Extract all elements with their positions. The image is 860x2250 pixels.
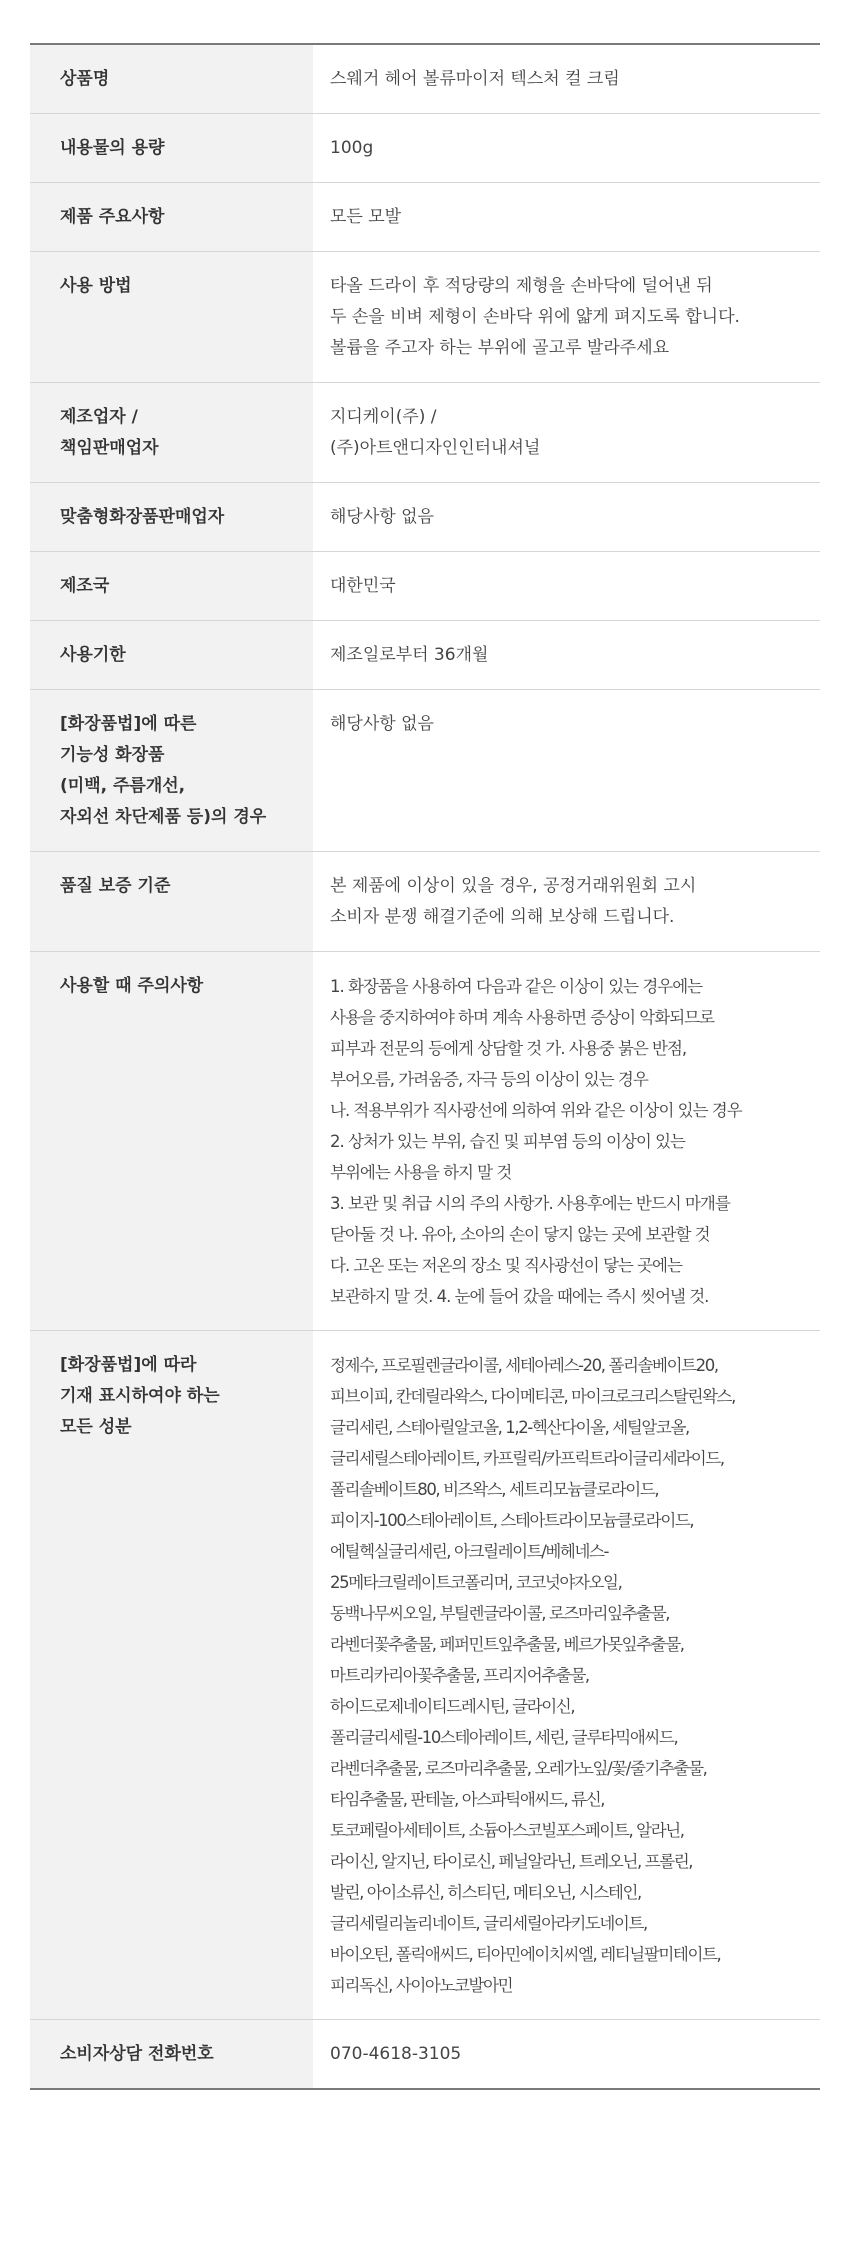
row-label: 사용 방법 [30,252,313,382]
row-value: 본 제품에 이상이 있을 경우, 공정거래위원회 고시 소비자 분쟁 해결기준에 의해 보상해 드립니다. [330,876,697,927]
row-value: 정제수, 프로필렌글라이콜, 세테아레스-20, 폴리솔베이트20, 피브이피, 칸데릴라왁스, 다이메티콘, 마이크로크리스탈린왁스, 글리세린, 스테아릴알코올, 1,2-헥산다이올, 세틸알코올, 글리세릴스테아레이트, 카프릴릭/카프릭트라이글리세라이드, 폴리솔베이트80, 비즈왁스, 세트리모늄클로라이드, 피이지-100스테아레이트, 스테아트라이모늄클로라이드, 에틸헥실글리세린, 아크릴레이트/베헤네스- 25메타크릴레이트코폴리머, 코코넛야자오일, 동백나무씨오일, 부틸렌글라이콜, 로즈마리잎추출물, 라벤더꽃추출물, 페퍼민트잎추출물, 베르가못잎추출물, 마트리카리아꽃추출물, 프리지어추출물, 하이드로제네이티드레시틴, 글라이신, 폴리글리세릴-10스테아레이트, 세린, 글루타믹애씨드, 라벤더추출물, 로즈마리추출물, 오레가노잎/꽃/줄기추출물, 타임추출물, 판테놀, 아스파틱애씨드, 류신, 토코페릴아세테이트, 소듐아스코빌포스페이트, 알라닌, 라이신, 알지닌, 타이로신, 페닐알라닌, 트레오닌, 프롤린, 발린, 아이소류신, 히스티딘, 메티오닌, 시스테인, 글리세릴리놀리네이트, 글리세릴아라키도네이트, 바이오틴, 폴릭애씨드, 티아민에이치씨엘, 레티닐팔미테이트, 피리독신, 사이아노코발아민 [330,1356,735,1995]
row-customer-phone [30,2020,820,2088]
row-manufacturer [30,383,820,483]
product-info-table [30,43,820,2090]
row-value: 070-4618-3105 [330,2044,462,2064]
row-functional-cosmetic [30,690,820,852]
row-product-name [30,45,820,114]
row-label: 맞춤형화장품판매업자 [30,483,313,551]
row-label: 제조국 [30,552,313,620]
row-expiry [30,621,820,690]
row-label: [화장품법]에 따른 기능성 화장품 (미백, 주름개선, 자외선 차단제품 등)의 경우 [30,690,313,851]
row-quality-guarantee [30,852,820,952]
row-ingredients [30,1331,820,2020]
row-usage [30,252,820,383]
row-value: 모든 모발 [330,207,402,227]
row-label: 제품 주요사항 [30,183,313,251]
row-precautions [30,952,820,1331]
row-value: 해당사항 없음 [330,714,434,734]
row-label: 소비자상담 전화번호 [30,2020,313,2088]
row-label: 상품명 [30,45,313,113]
row-volume [30,114,820,183]
row-value: 스웨거 헤어 볼류마이저 텍스처 컬 크림 [330,69,620,89]
row-key-specs [30,183,820,252]
row-label: 사용할 때 주의사항 [30,952,313,1330]
row-value: 타올 드라이 후 적당량의 제형을 손바닥에 덜어낸 뒤 두 손을 비벼 제형이 손바닥 위에 얇게 펴지도록 합니다. 볼륨을 주고자 하는 부위에 골고루 발라주세요 [330,276,740,358]
row-custom-seller [30,483,820,552]
row-value: 1. 화장품을 사용하여 다음과 같은 이상이 있는 경우에는 사용을 중지하여야 하며 계속 사용하면 증상이 악화되므로 피부과 전문의 등에게 상담할 것 가. 사용중 붉은 반점, 부어오름, 가려움증, 자극 등의 이상이 있는 경우 나. 적용부위가 직사광선에 의하여 위와 같은 이상이 있는 경우 2. 상처가 있는 부위, 습진 및 피부염 등의 이상이 있는 부위에는 사용을 하지 말 것 3. 보관 및 취급 시의 주의 사항가. 사용후에는 반드시 마개를 닫아둘 것 나. 유아, 소아의 손이 닿지 않는 곳에 보관할 것 다. 고온 또는 저온의 장소 및 직사광선이 닿는 곳에는 보관하지 말 것. 4. 눈에 들어 갔을 때에는 즉시 씻어낼 것. [330,977,742,1306]
row-label: [화장품법]에 따라 기재 표시하여야 하는 모든 성분 [30,1331,313,2019]
row-value: 제조일로부터 36개월 [330,645,489,665]
row-label: 내용물의 용량 [30,114,313,182]
row-value: 지디케이(주) / (주)아트앤디자인인터내셔널 [330,407,541,458]
row-label: 품질 보증 기준 [30,852,313,951]
row-value: 해당사항 없음 [330,507,434,527]
row-value: 대한민국 [330,576,396,596]
row-label: 사용기한 [30,621,313,689]
row-value: 100g [330,138,374,158]
row-country [30,552,820,621]
row-label: 제조업자 / 책임판매업자 [30,383,313,482]
